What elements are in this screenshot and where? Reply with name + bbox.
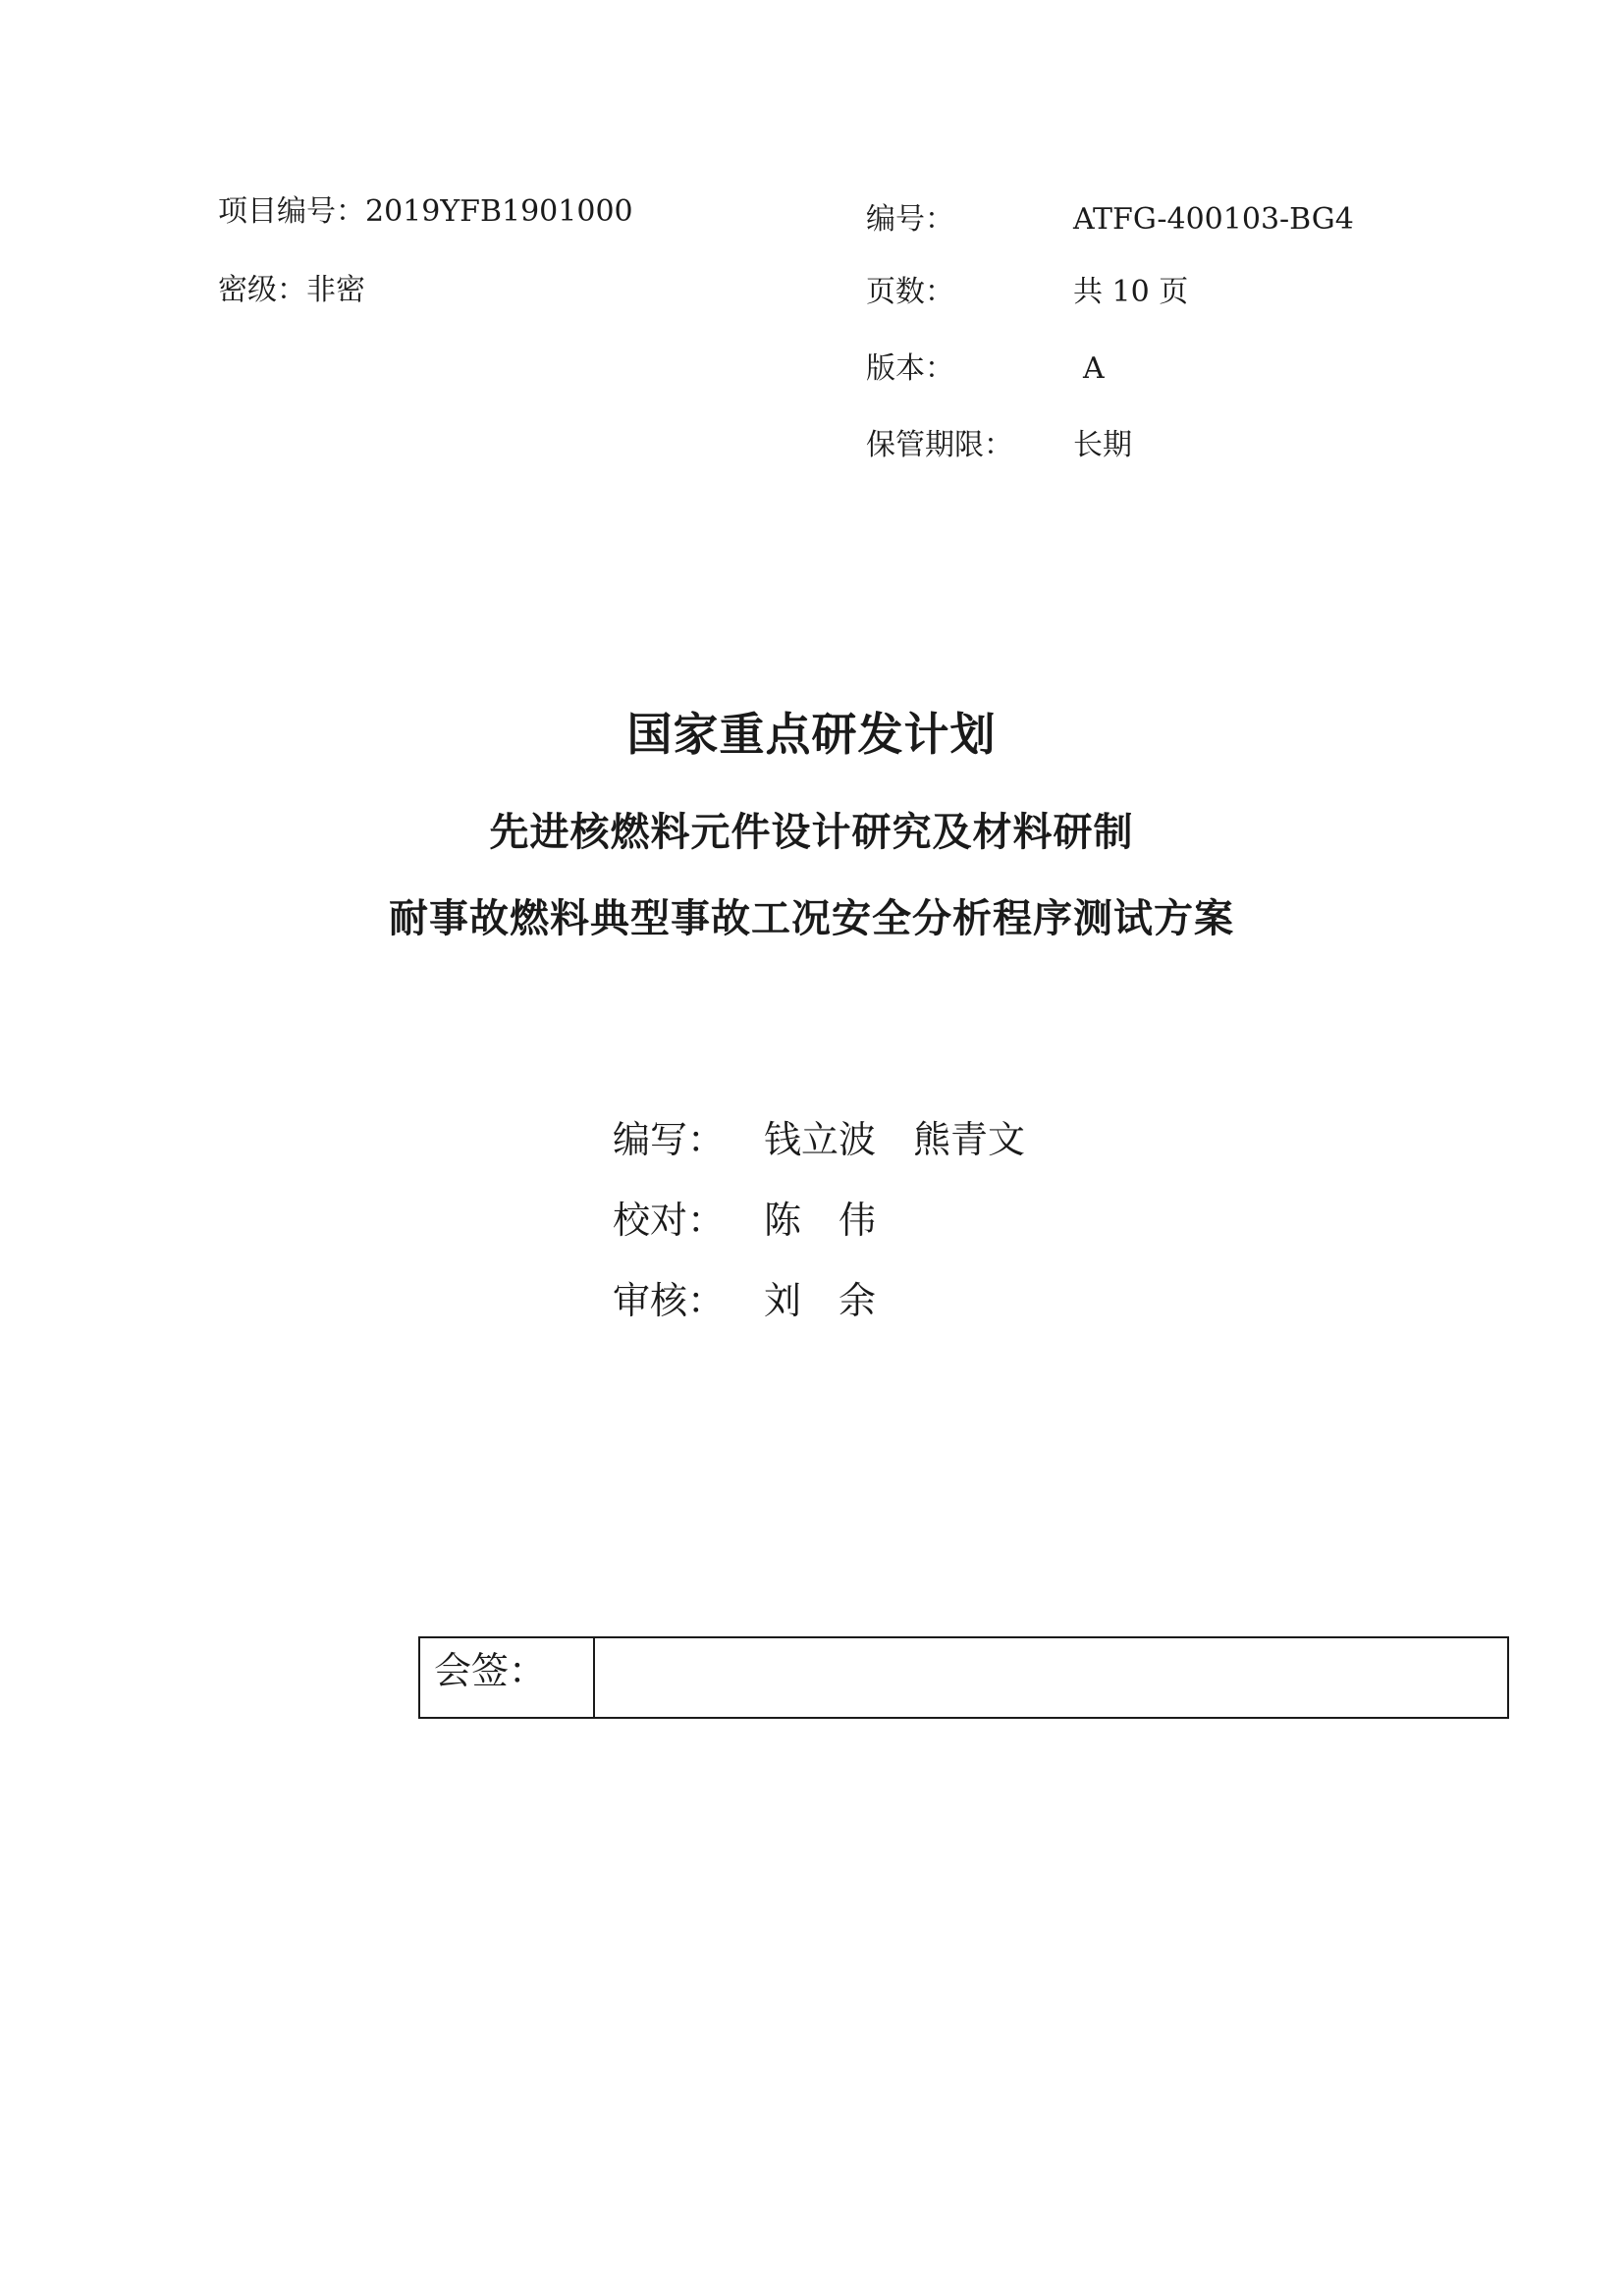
retention-label: 保管期限： (866, 428, 1013, 462)
document-subtitle-2: 耐事故燃料典型事故工况安全分析程序测试方案 (389, 896, 1234, 941)
proofreader-value: 陈 伟 (764, 1199, 877, 1242)
pages-value: 共 10 页 (1073, 275, 1189, 309)
project-number: 项目编号：2019YFB1901000 (218, 194, 633, 229)
document-title: 国家重点研发计划 (626, 708, 997, 761)
countersign-label: 会签： (420, 1638, 595, 1717)
countersign-field (595, 1638, 1507, 1717)
doc-number-value: ATFG-400103-BG4 (1073, 202, 1354, 237)
countersign-table (418, 1636, 1509, 1719)
doc-number-label: 编号： (866, 202, 954, 237)
pages-label: 页数： (866, 275, 954, 309)
proofreader-label: 校对： (613, 1199, 726, 1242)
writer-label: 编写： (613, 1118, 726, 1161)
reviewer-value: 刘 余 (764, 1279, 877, 1322)
document-subtitle-1: 先进核燃料元件设计研究及材料研制 (489, 810, 1134, 855)
version-label: 版本： (866, 351, 954, 386)
writer-value: 钱立波 熊青文 (764, 1118, 1026, 1161)
classification: 密级：非密 (218, 273, 365, 307)
reviewer-label: 审核： (613, 1279, 726, 1322)
version-value: A (1083, 351, 1105, 386)
retention-value: 长期 (1073, 428, 1132, 462)
